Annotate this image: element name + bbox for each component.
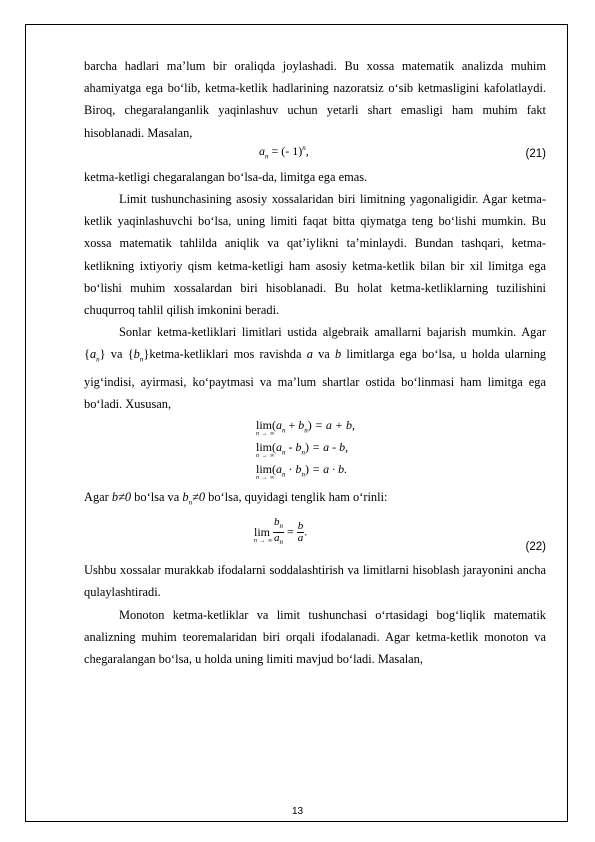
formula-limit-quotient: lim n → ∞ $\frac{b_n}{a_n}$ = $\frac{b}{a}$ . [254, 516, 308, 547]
equation-number-22: (22) [525, 541, 546, 554]
formula-limit-difference: lim n → ∞ $(a_n - b_n) = a - b$, [256, 439, 349, 459]
document-body [84, 55, 546, 670]
paragraph-quotient-condition: Agar b≠0 bo‘lsa va $b_n\ne 0$ bo‘lsa, quyidagi tenglik ham o‘rinli: [84, 489, 388, 506]
formula-limit-product: lim n → ∞ $(a_n \cdot b_n) = a \cdot b$. [256, 461, 348, 481]
equation-22 [84, 513, 546, 559]
equation-21 [84, 144, 546, 166]
formula-alternating-sequence: $a_n$ = (- 1)$^n$, [259, 143, 309, 161]
paragraph-monotone: Monoton ketma-ketliklar va limit tushunchasi o‘rtasidagi bog‘liqlik matematik analizning muhim teoremalaridan biri orqali ifodalanadi. Agar ketma-ketlik monoton va chegaralangan bo‘lsa, u holda uning limiti mavjud bo‘ladi. Masalan, [84, 607, 546, 666]
formula-limit-sum: lim n → ∞ $(a_n + b_n) = a + b$, [256, 417, 355, 437]
limit-properties-block [84, 416, 546, 486]
paragraph-algebraic-operations: Sonlar ketma-ketliklari limitlari ustida algebraik amallarni bajarish mumkin. Agar $\{a_n\}$ va $\{b_n\}ketma$-ketliklari mos ravishda a va b limitlarga ega bo‘lsa, u holda ularning yig‘indisi, ayirmasi, ko‘paytmasi va ma’lum shartlar ostida bo‘linmasi ham limitga ega bo‘ladi. Xususan, [84, 325, 546, 412]
paragraph-no-limit: ketma-ketligi chegaralangan bo‘lsa-da, limitga ega emas. [84, 169, 368, 184]
page-number: 13 [291, 806, 304, 817]
equation-number-21: (21) [525, 147, 546, 160]
paragraph-boundedness: barcha hadlari ma’lum bir oraliqda joylashadi. Bu xossa matematik analizda muhim ahamiyatga ega bo‘lib, ketma-ketlik hadlarining nazoratsiz o‘sib ketmasligini kafolatlaydi. Biroq, chegaralanganlik yaqinlashuv uchun yetarli shart emasligi ham muhim fakt hisoblanadi. Masalan, [84, 59, 546, 140]
paragraph-uniqueness: Limit tushunchasining asosiy xossalaridan biri limitning yagonaligidir. Agar ketma-ketlik yaqinlashuvchi bo‘lsa, uning limiti faqat bitta qiymatga teng bo‘lishi mumkin. Bu xossa matematik tahlilda aniqlik va qat’iylikni ta’minlaydi. Bundan tashqari, ketma-ketlikning ixtiyoriy qism ketma-ketligi ham asosiy ketma-ketlik bilan bir xil limitga ega bo‘lishi muhim xossalardan biri hisoblanadi. Bu holat ketma-ketliklarning tuzilishini chuqurroq tahlil qilish imkonini beradi. [84, 192, 546, 318]
paragraph-simplification: Ushbu xossalar murakkab ifodalarni soddalashtirish va limitlarni hisoblash jarayonini ancha qulaylashtiradi. [84, 563, 546, 600]
